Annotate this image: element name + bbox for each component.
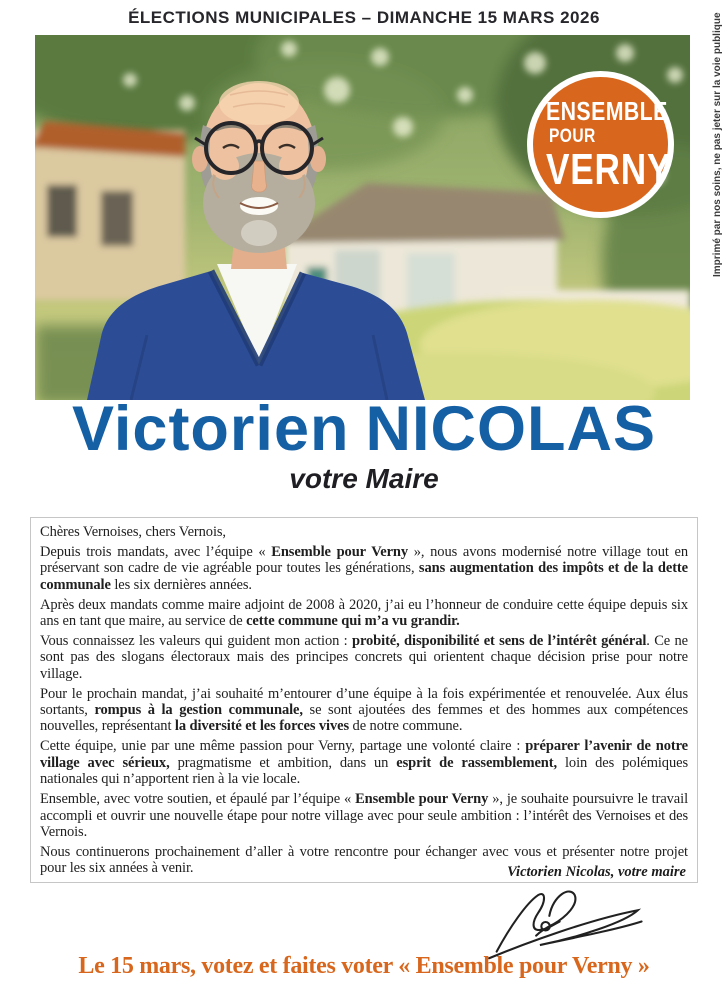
election-banner: ÉLECTIONS MUNICIPALES – DIMANCHE 15 MARS 2026	[128, 8, 600, 27]
campaign-logo-badge	[527, 71, 674, 218]
signature-caption: Victorien Nicolas, votre maire	[507, 864, 686, 880]
house-left	[35, 121, 185, 300]
print-notice: Imprimé par nos soins, ne pas jeter sur la voie publique	[712, 12, 723, 277]
letter-paragraph: Ensemble, avec votre soutien, et épaulé par l’équipe « Ensemble pour Verny », je souhaite poursuivre le travail accompli et ouvrir une nouvelle étape pour notre village avec pour seule ambition : l’intérêt des Vernoises et des Vernois.	[40, 791, 688, 840]
badge-line-pour: POUR	[549, 125, 596, 147]
candidate-photo	[35, 35, 690, 400]
letter-body	[30, 517, 698, 883]
letter-paragraph: Vous connaissez les valeurs qui guident mon action : probité, disponibilité et sens de l’intérêt général. Ce ne sont pas des slogans électoraux mais des principes concrets qui orientent chaque décision prise pour notre village.	[40, 632, 688, 682]
candidate-first-name: Victorien	[72, 394, 350, 464]
badge-line-ensemble: ENSEMBLE	[546, 95, 668, 126]
candidate-last-name: NICOLAS	[365, 394, 656, 464]
badge-line-verny: VERNY	[546, 144, 672, 194]
letter-paragraph: Depuis trois mandats, avec l’équipe « Ensemble pour Verny », nous avons modernisé notre village tout en préservant son cadre de vie agréable pour toutes les générations, sans augmentation des impôts et de la dette communale les six dernières années.	[40, 543, 688, 593]
letter-paragraph: Cette équipe, unie par une même passion pour Verny, partage une volonté claire : préparer l’avenir de notre village avec sérieux, pragmatisme et ambition, dans un esprit de rassemblement, loin des polémiques nationales qui n’apportent rien à la vie locale.	[40, 738, 688, 788]
letter-paragraph: Pour le prochain mandat, j’ai souhaité m’entourer d’une équipe à la fois expérimentée et renouvelée. Aux élus sortants, rompus à la gestion communale, se sont ajoutées des femmes et des hommes aux compétences nouvelles, représentant la diversité et les forces vives de notre commune.	[40, 685, 688, 735]
letter-salutation: Chères Vernoises, chers Vernois,	[40, 524, 226, 540]
candidate-name	[0, 394, 728, 464]
candidate-title: votre Maire	[289, 463, 439, 494]
letter-paragraph: Après deux mandats comme maire adjoint de 2008 à 2020, j’ai eu l’honneur de conduire cette équipe depuis six ans en tant que maire, au service de cette commune qui m’a vu grandir.	[40, 596, 688, 630]
signature	[478, 882, 663, 962]
vote-call-to-action: Le 15 mars, votez et faites voter « Ensemble pour Verny »	[78, 953, 650, 979]
letter-paragraph: Nous continuerons prochainement d’aller à votre rencontre pour échanger avec vous et présenter notre projet pour les six années à venir.	[40, 843, 688, 877]
